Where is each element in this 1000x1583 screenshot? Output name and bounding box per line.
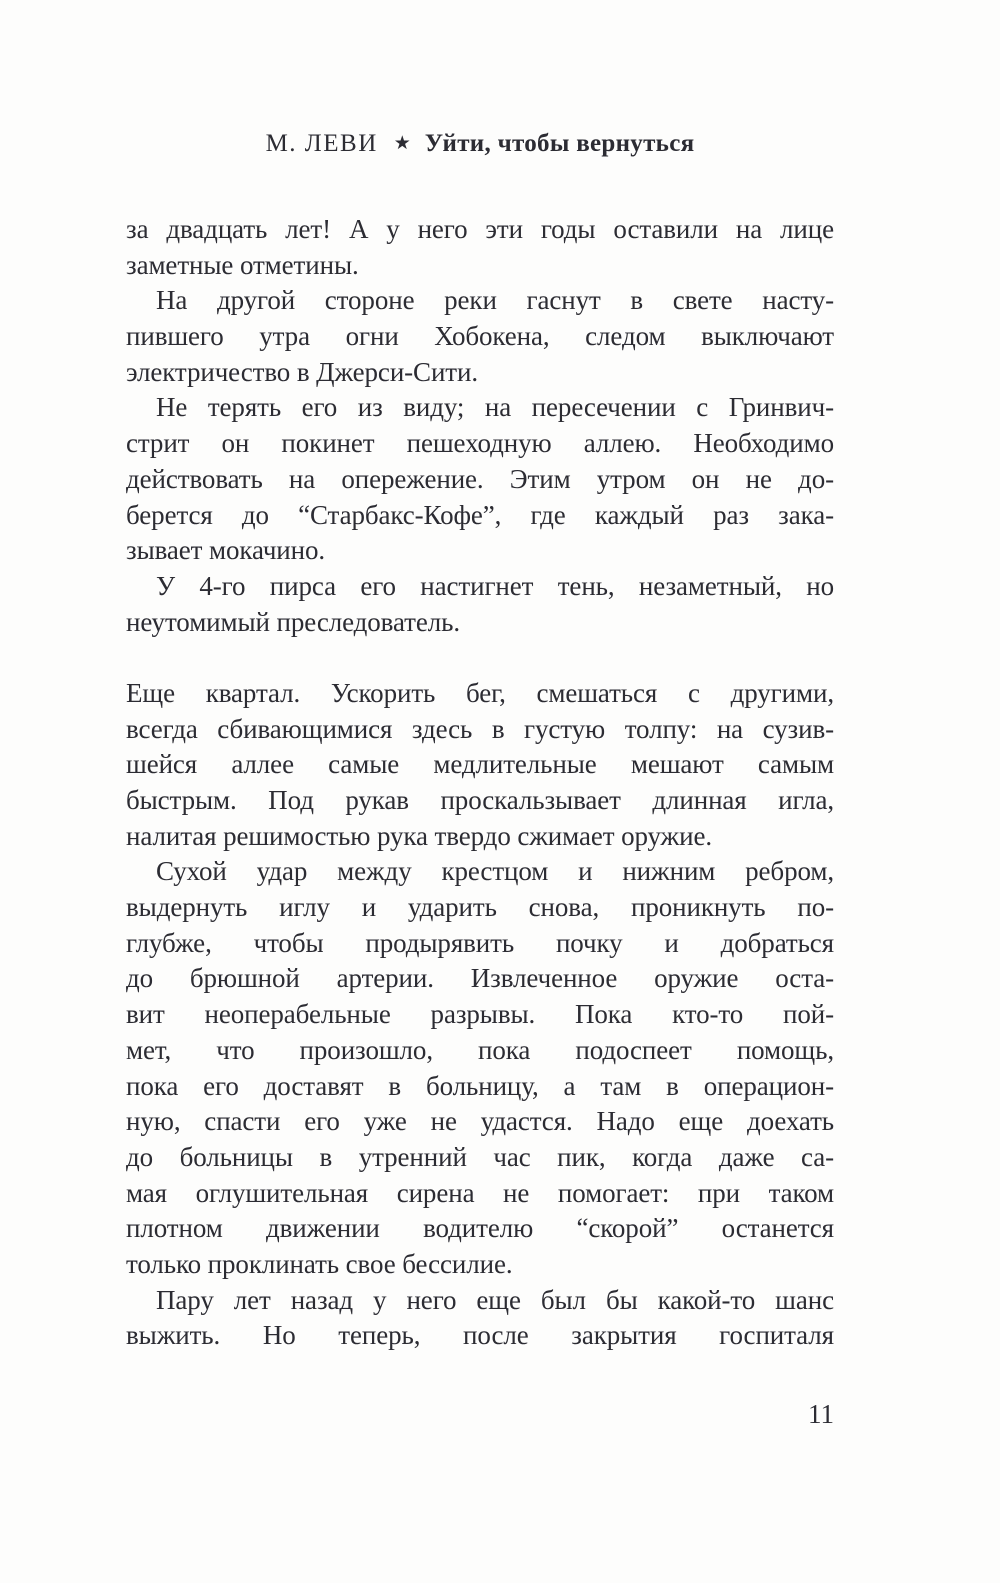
text-line: пившего утра огни Хобокена, следом выключают <box>126 321 834 352</box>
text-line: до больницы в утренний час пик, когда даже са- <box>126 1141 834 1172</box>
text-line: берется до “Старбакс-Кофе”, где каждый раз зака- <box>126 499 834 530</box>
text-line: только проклинать свое бессилие. <box>126 1248 513 1279</box>
text-line: электричество в Джерси-Сити. <box>126 356 479 387</box>
text-line: заметные отметины. <box>126 249 359 280</box>
text-line: ную, спасти его уже не удастся. Надо еще доехать <box>126 1106 834 1137</box>
text-line: шейся аллее самые медлительные мешают самым <box>126 749 834 780</box>
page-number: 11 <box>808 1399 834 1429</box>
running-header <box>126 130 834 160</box>
star-icon: ★ <box>393 133 411 154</box>
text-line: плотном движении водителю “скорой” останется <box>126 1213 834 1244</box>
text-line: выжить. Но теперь, после закрытия госпиталя <box>126 1320 834 1351</box>
paragraph <box>126 390 834 568</box>
paragraph <box>126 283 834 390</box>
text-line: налитая решимостью рука твердо сжимает оружие. <box>126 820 712 851</box>
text-line: мет, что произошло, пока подоспеет помощь, <box>126 1034 834 1065</box>
text-line: быстрым. Под рукав проскальзывает длинная игла, <box>126 785 834 815</box>
text-line: мая оглушительная сирена не помогает: при таком <box>126 1177 834 1208</box>
paragraph <box>126 569 834 640</box>
page-body <box>126 212 834 1354</box>
text-line: У 4-го пирса его настигнет тень, незаметный, но <box>156 570 834 601</box>
text-line: глубже, чтобы продырявить почку и добраться <box>126 927 834 958</box>
text-line: Сухой удар между крестцом и нижним ребром, <box>156 856 834 887</box>
text-line: зывает мокачино. <box>126 535 326 566</box>
text-line: стрит он покинет пешеходную аллею. Необходимо <box>126 428 834 459</box>
text-line: На другой стороне реки гаснут в свете насту- <box>156 285 834 316</box>
paragraph <box>126 854 834 1282</box>
paragraph <box>126 212 834 283</box>
text-line: Еще квартал. Ускорить бег, смешаться с другими, <box>126 677 834 708</box>
text-line: до брюшной артерии. Извлеченное оружие оста- <box>126 963 834 994</box>
text-line: пока его доставят в больницу, а там в операцион- <box>126 1070 834 1101</box>
header-author: М. ЛЕВИ <box>265 130 378 157</box>
text-line: Не терять его из виду; на пересечении с Гринвич- <box>156 392 834 423</box>
paragraph-after-section-break <box>126 676 834 854</box>
header-book-title: Уйти, чтобы вернуться <box>424 130 695 157</box>
text-line: неутомимый преследователь. <box>126 606 460 637</box>
text-line: действовать на опережение. Этим утром он не до- <box>126 463 834 494</box>
text-line: за двадцать лет! А у него эти годы оставили на лице <box>126 214 834 244</box>
text-line: Пару лет назад у него еще был бы какой-то шанс <box>156 1284 834 1315</box>
paragraph <box>126 1283 834 1354</box>
text-line: вит неоперабельные разрывы. Пока кто-то пой- <box>126 999 834 1030</box>
text-line: всегда сбивающимися здесь в густую толпу: на сузив- <box>126 713 834 744</box>
text-line: выдернуть иглу и ударить снова, проникнуть по- <box>126 892 834 923</box>
